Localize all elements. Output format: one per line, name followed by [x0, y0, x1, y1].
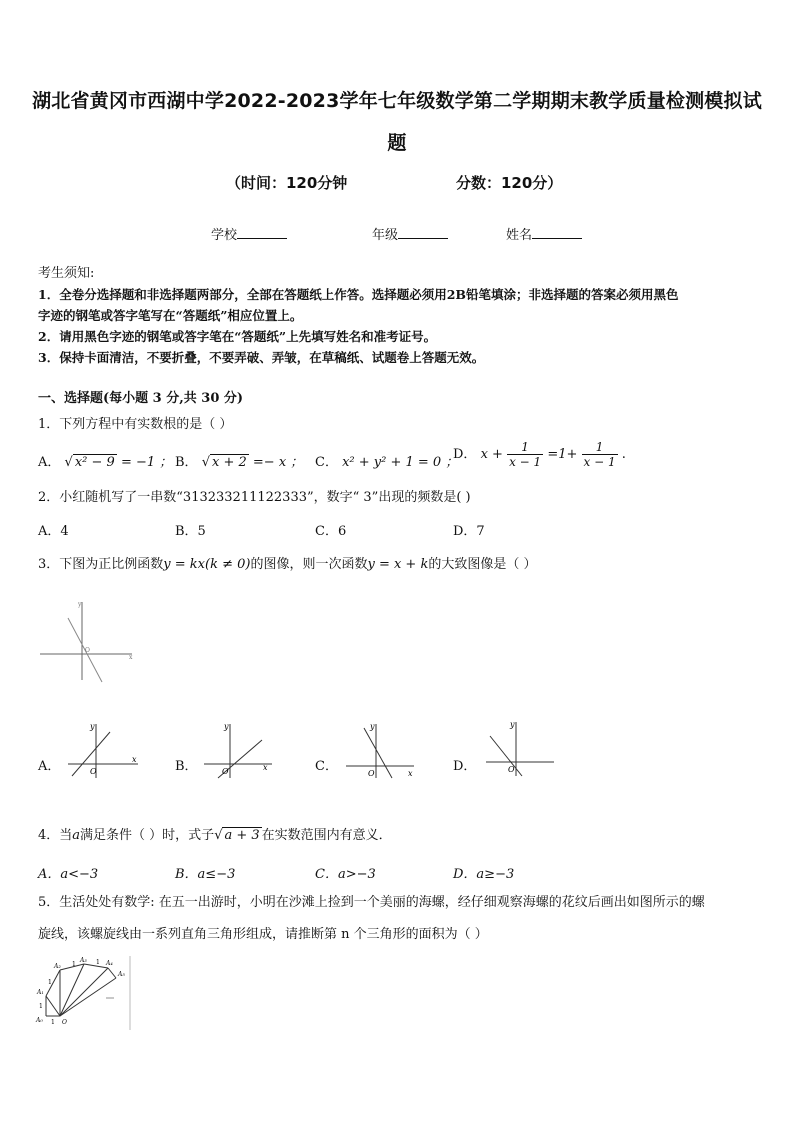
svg-text:O: O: [90, 767, 97, 776]
svg-text:A₄: A₄: [106, 960, 113, 967]
svg-text:A₁: A₁: [37, 989, 44, 996]
svg-text:O: O: [62, 1019, 67, 1026]
spiral-triangles-figure: [34, 954, 134, 1032]
svg-text:x: x: [263, 763, 268, 772]
notice-item-3: 3．保持卡面清洁，不要折叠，不要弄破、弄皱，在草稿纸、试题卷上答题无效。: [38, 350, 485, 365]
exam-time: （时间：120分钟: [226, 174, 348, 192]
q3-option-b-graph[interactable]: [200, 720, 280, 780]
exam-title-line2: 题: [387, 132, 407, 154]
svg-text:1: 1: [72, 961, 76, 968]
q3-option-a-graph[interactable]: [64, 720, 144, 780]
svg-text:x: x: [129, 654, 133, 661]
sqrt-sign: √: [201, 455, 210, 470]
grade-blank[interactable]: [398, 224, 448, 239]
q1-option-c[interactable]: C． x² + y² + 1 = 0 ；: [315, 455, 459, 470]
grade-field: [372, 224, 448, 243]
svg-text:1: 1: [48, 979, 52, 986]
q3-option-c-graph[interactable]: [342, 720, 422, 780]
svg-text:y: y: [78, 601, 82, 608]
svg-text:y: y: [90, 722, 95, 731]
q5-stem-line1: 5．生活处处有数学: 在五一出游时，小明在沙滩上捡到一个美丽的海螺，经仔细观察海螺的花纹后画出如图所示的螺: [38, 895, 705, 910]
school-blank[interactable]: [237, 224, 287, 239]
q1-option-d[interactable]: D． x + $\frac{1}{x - 1}$ =1+ $\frac{1}{x - 1}$ .: [453, 440, 626, 469]
svg-text:1: 1: [96, 959, 100, 966]
q5-stem-line2: 旋线，该螺旋线由一系列直角三角形组成，请推断第 n 个三角形的面积为（ ）: [38, 927, 488, 942]
name-field: [506, 224, 582, 243]
q3-stem: 3．下图为正比例函数y = kx(k ≠ 0)的图像，则一次函数y = x + k的大致图像是（ ）: [38, 557, 537, 572]
q3-option-d-graph[interactable]: [482, 718, 562, 778]
exam-score: 分数：120分）: [456, 174, 563, 192]
svg-text:A₂: A₂: [54, 963, 61, 970]
q4-option-b[interactable]: B．a≤−3: [175, 867, 236, 882]
school-label: 学校: [211, 228, 238, 243]
section-heading: 一、选择题(每小题 3 分,共 30 分): [38, 391, 244, 406]
sqrt-sign: √: [64, 455, 73, 470]
notice-item-2: 2．请用黑色字迹的钢笔或答字笔在“答题纸”上先填写姓名和准考证号。: [38, 329, 437, 344]
name-label: 姓名: [506, 228, 533, 243]
fraction: $\frac{1}{x - 1}$: [583, 440, 616, 469]
q3-option-a-label[interactable]: A．: [38, 759, 61, 774]
q4-option-d[interactable]: D．a≥−3: [453, 867, 515, 882]
q2-option-b[interactable]: B．5: [175, 524, 206, 539]
q1-option-b[interactable]: B． √ x + 2 =− x ；: [175, 455, 304, 470]
name-blank[interactable]: [532, 224, 582, 239]
svg-text:x: x: [132, 755, 137, 764]
q3-reference-graph: [36, 596, 140, 686]
svg-text:O: O: [508, 765, 515, 774]
svg-text:O: O: [85, 647, 90, 654]
svg-text:y: y: [224, 722, 229, 731]
svg-text:A₀: A₀: [36, 1017, 43, 1024]
q2-stem: 2．小红随机写了一串数“313233211122333”，数字“ 3”出现的频数是( ): [38, 490, 471, 505]
q2-option-c[interactable]: C．6: [315, 524, 347, 539]
notice-item-1-cont: 字迹的钢笔或答字笔写在“答题纸”相应位置上。: [38, 308, 303, 323]
svg-text:A₅: A₅: [118, 971, 125, 978]
q4-stem: 4．当a满足条件（ ）时，式子√ a + 3 在实数范围内有意义．: [38, 828, 392, 843]
q1-option-a[interactable]: A． √ x² − 9 = −1 ；: [38, 455, 173, 470]
svg-text:1: 1: [39, 1003, 43, 1010]
q3-option-c-label[interactable]: C．: [315, 759, 338, 774]
q3-option-d-label[interactable]: D．: [453, 759, 477, 774]
notice-item-1: 1．全卷分选择题和非选择题两部分，全部在答题纸上作答。选择题必须用2B铅笔填涂；非选择题的答案必须用黑色: [38, 287, 679, 302]
q2-option-a[interactable]: A．4: [38, 524, 69, 539]
svg-text:O: O: [368, 769, 375, 778]
fraction: $\frac{1}{x - 1}$: [509, 440, 542, 469]
q1-stem: 1．下列方程中有实数根的是（ ）: [38, 417, 233, 432]
svg-text:A₃: A₃: [80, 957, 87, 964]
q3-option-b-label[interactable]: B．: [175, 759, 198, 774]
svg-text:y: y: [510, 720, 515, 729]
notice-heading: 考生须知:: [38, 266, 95, 281]
q2-option-d[interactable]: D．7: [453, 524, 485, 539]
q4-option-a[interactable]: A．a<−3: [38, 867, 99, 882]
grade-label: 年级: [372, 228, 399, 243]
svg-text:O: O: [222, 767, 229, 776]
q4-option-c[interactable]: C．a>−3: [315, 867, 376, 882]
svg-text:1: 1: [51, 1019, 55, 1026]
svg-text:x: x: [408, 769, 413, 778]
school-field: [211, 224, 287, 243]
svg-text:y: y: [370, 722, 375, 731]
exam-title-line1: 湖北省黄冈市西湖中学2022-2023学年七年级数学第二学期期末教学质量检测模拟试: [32, 90, 762, 112]
